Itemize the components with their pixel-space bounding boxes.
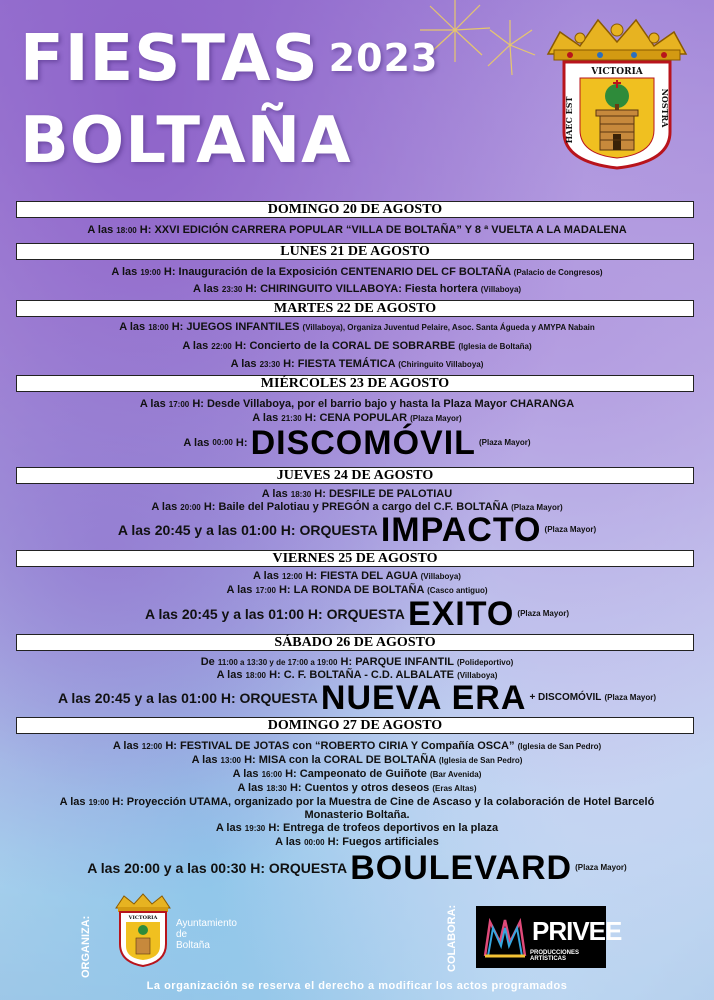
crest-motto-left: HAEC EST (564, 96, 574, 144)
page-title-boltana: BOLTAÑA (20, 104, 352, 178)
event-line: A las 12:00 H: FIESTA DEL AGUA (Villaboya) (253, 570, 461, 582)
page-title-fiestas (20, 22, 438, 96)
day-header-martes-22: MARTES 22 DE AGOSTO (16, 300, 694, 317)
event-line: A las 18:30 H: DESFILE DE PALOTIAU (261, 488, 453, 500)
event-line: A las 18:00 H: JUEGOS INFANTILES (Villaboya), Organiza Juventud Pelaire, Asoc. Santa Águeda y AMYPA Nabain (119, 321, 595, 333)
headline-act: NUEVA ERA (320, 679, 527, 718)
headline-act: EXITO (407, 595, 515, 634)
day-header-jueves-24: JUEVES 24 DE AGOSTO (16, 467, 694, 484)
event-line: A las 18:00 H: XXVI EDICIÓN CARRERA POPULAR “VILLA DE BOLTAÑA” Y 8 ª VUELTA A LA MADALENA (87, 224, 627, 236)
event-line-highlight: A las 20:45 y a las 01:00 H: ORQUESTA IMPACTO (Plaza Mayor) (117, 511, 597, 550)
day-header-domingo-20: DOMINGO 20 DE AGOSTO (16, 201, 694, 218)
event-line: A las 13:00 H: MISA con la CORAL DE BOLTAÑA (Iglesia de San Pedro) (191, 754, 523, 766)
tower-icon (596, 110, 638, 150)
day-header-domingo-27: DOMINGO 27 DE AGOSTO (16, 717, 694, 734)
headline-act: DISCOMÓVIL (250, 424, 476, 463)
mini-crest-motto: VICTORIA (128, 915, 158, 921)
day-header-sabado-26: SÁBADO 26 DE AGOSTO (16, 634, 694, 651)
ayuntamiento-logo-text: Ayuntamiento de Boltaña (176, 918, 237, 951)
mini-crest-logo (110, 892, 176, 968)
crest-motto-top: VICTORIA (591, 67, 643, 77)
privee-logo (476, 906, 622, 968)
event-line-highlight: A las 20:45 y a las 01:00 H: ORQUESTA EXITO (Plaza Mayor) (145, 595, 569, 634)
event-line-highlight: A las 20:45 y a las 01:00 H: ORQUESTA NUEVA ERA + DISCOMÓVIL (Plaza Mayor) (57, 679, 657, 718)
event-line-highlight: A las 00:00 H: DISCOMÓVIL (Plaza Mayor) (183, 424, 531, 463)
event-line: A las 21:30 H: CENA POPULAR (Plaza Mayor) (252, 412, 462, 424)
headline-act: IMPACTO (380, 511, 542, 550)
privee-subtitle: PRODUCCIONES ARTÍSTICAS (530, 950, 580, 962)
event-line: A las 16:00 H: Campeonato de Guiñote (Bar Avenida) (232, 768, 482, 780)
event-line: De 11:00 a 13:30 y de 17:00 a 19:00 H: PARQUE INFANTIL (Polideportivo) (200, 656, 514, 668)
event-line: A las 23:30 H: CHIRINGUITO VILLABOYA: Fiesta hortera (Villaboya) (192, 283, 522, 295)
event-line: A las 17:00 H: LA RONDA DE BOLTAÑA (Casco antiguo) (226, 584, 488, 596)
day-header-lunes-21: LUNES 21 DE AGOSTO (16, 243, 694, 260)
crown-icon (482, 916, 528, 960)
privee-name: PRIVEE (532, 916, 622, 946)
boltana-crest (540, 12, 694, 172)
event-line-continued: Monasterio Boltaña. (304, 809, 410, 821)
event-line: A las 19:30 H: Entrega de trofeos deportivos en la plaza (215, 822, 499, 834)
event-line: A las 19:00 H: Inauguración de la Exposición CENTENARIO DEL CF BOLTAÑA (Palacio de Congresos) (111, 266, 603, 278)
crest-motto-right: NOSTRA (660, 88, 670, 128)
event-line: A las 18:30 H: Cuentos y otros deseos (Eras Altas) (237, 782, 477, 794)
event-line: A las 22:00 H: Concierto de la CORAL DE SOBRARBE (Iglesia de Boltaña) (182, 340, 532, 352)
event-line-highlight: A las 20:00 y a las 00:30 H: ORQUESTA BOULEVARD (Plaza Mayor) (87, 849, 627, 888)
headline-act: BOULEVARD (350, 849, 573, 888)
event-line: A las 00:00 H: Fuegos artificiales (275, 836, 439, 848)
organiza-label: ORGANIZA: (80, 915, 92, 978)
event-line: A las 23:30 H: FIESTA TEMÁTICA (Chiringuito Villaboya) (230, 358, 484, 370)
title-fiestas: FIESTAS (20, 22, 319, 96)
event-line: A las 17:00 H: Desde Villaboya, por el barrio bajo y hasta la Plaza Mayor CHARANGA (139, 398, 575, 410)
colabora-label: COLABORA: (446, 904, 458, 972)
day-header-miercoles-23: MIÉRCOLES 23 DE AGOSTO (16, 375, 694, 392)
event-line: A las 18:00 H: C. F. BOLTAÑA - C.D. ALBALATE (Villaboya) (216, 669, 498, 681)
disclaimer-text: La organización se reserva el derecho a modificar los actos programados (146, 980, 568, 992)
crown-icon (548, 20, 686, 60)
event-line: A las 20:00 H: Baile del Palotiau y PREGÓN a cargo del C.F. BOLTAÑA (Plaza Mayor) (151, 501, 563, 513)
day-header-viernes-25: VIERNES 25 DE AGOSTO (16, 550, 694, 567)
event-line: A las 12:00 H: FESTIVAL DE JOTAS con “ROBERTO CIRIA Y Compañía OSCA” (Iglesia de San Pedro) (112, 740, 602, 752)
event-line: A las 19:00 H: Proyección UTAMA, organizado por la Muestra de Cine de Ascaso y la colaboración de Hotel Barceló (59, 796, 655, 808)
title-year: 2023 (328, 36, 439, 80)
